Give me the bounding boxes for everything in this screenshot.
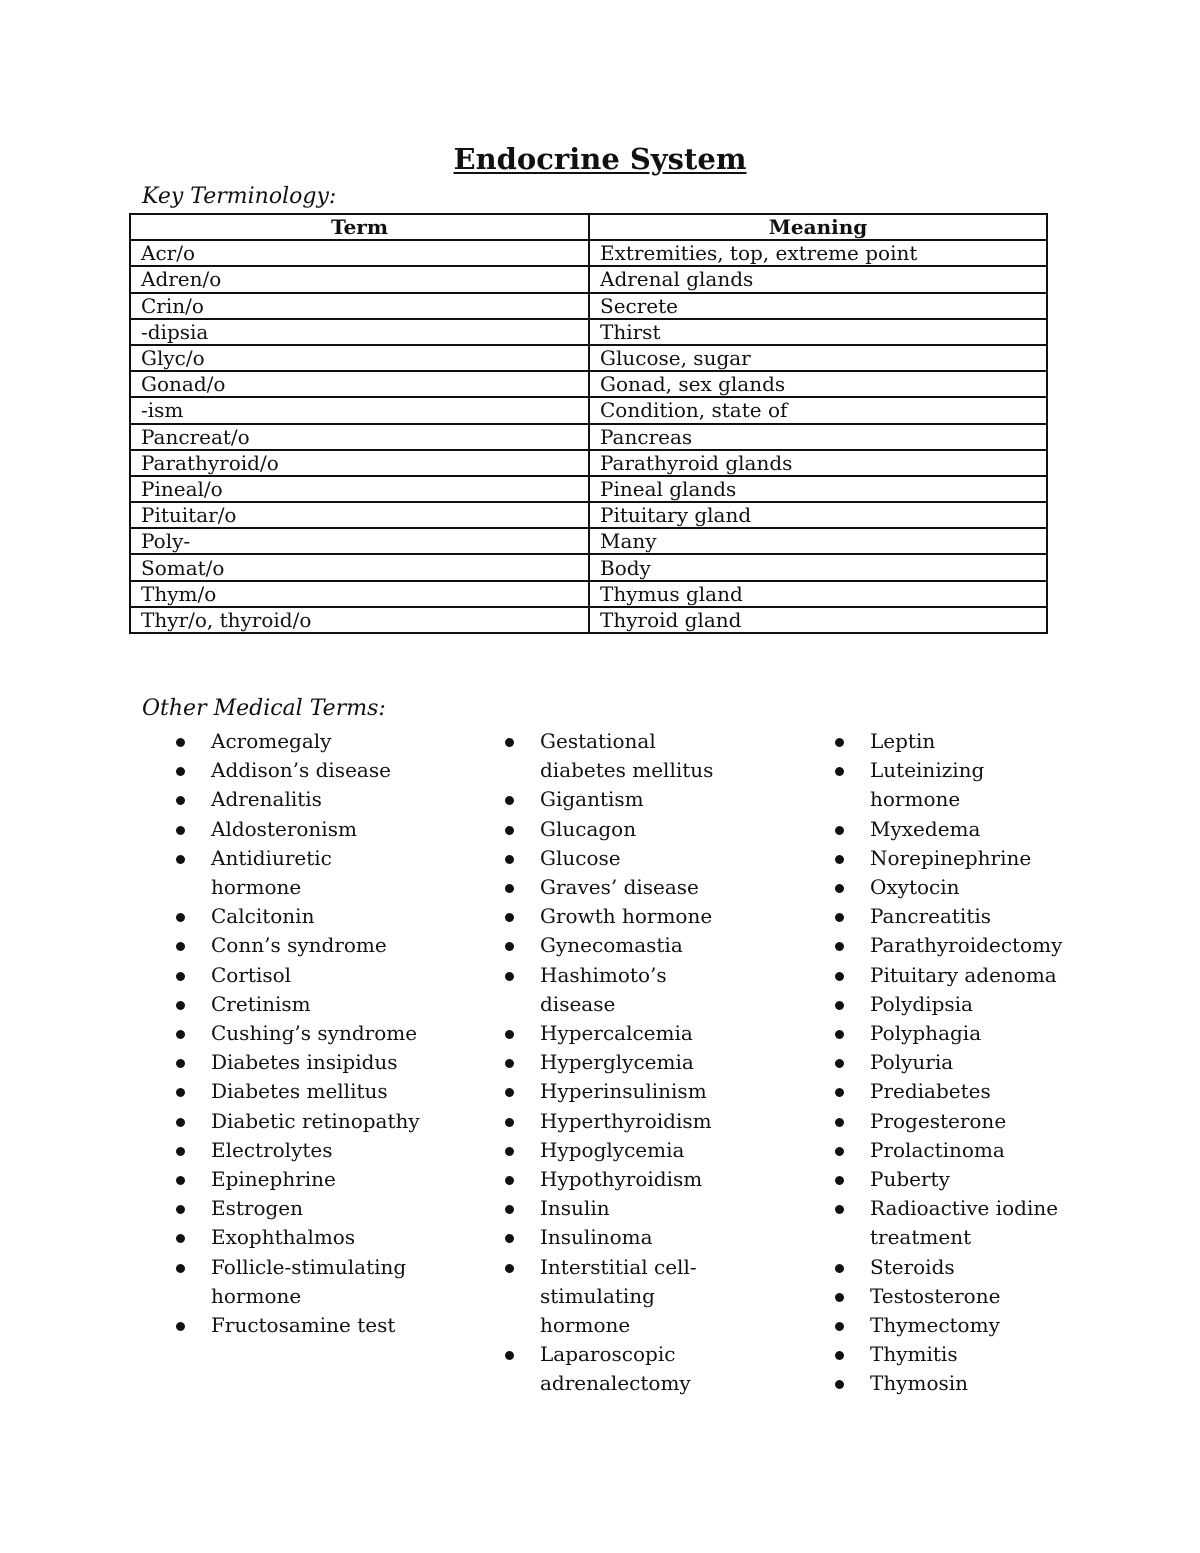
term-text: Hypoglycemia bbox=[540, 1137, 685, 1162]
table-row bbox=[130, 581, 1047, 607]
term-cell: Acr/o bbox=[130, 240, 589, 266]
bullet-icon bbox=[176, 1059, 185, 1068]
bullet-icon bbox=[505, 796, 514, 805]
bullet-icon bbox=[835, 972, 844, 981]
list-item bbox=[176, 815, 426, 844]
term-text: Testosterone bbox=[870, 1283, 1001, 1308]
bullet-icon bbox=[835, 1176, 844, 1185]
term-text: Gestational diabetes mellitus bbox=[540, 729, 714, 783]
bullet-icon bbox=[835, 1147, 844, 1156]
term-cell: Parathyroid/o bbox=[130, 450, 589, 476]
term-text: Diabetic retinopathy bbox=[211, 1108, 420, 1133]
term-text: Luteinizing hormone bbox=[870, 758, 985, 812]
meaning-cell: Many bbox=[589, 528, 1047, 554]
list-item bbox=[176, 1223, 426, 1252]
terminology-table bbox=[129, 213, 1048, 634]
other-medical-terms-heading: Other Medical Terms: bbox=[142, 696, 386, 721]
term-text: Acromegaly bbox=[211, 729, 332, 753]
bullet-icon bbox=[835, 1293, 844, 1302]
bullet-icon bbox=[505, 1030, 514, 1039]
bullet-icon bbox=[835, 1059, 844, 1068]
term-cell: Pineal/o bbox=[130, 476, 589, 502]
term-text: Cortisol bbox=[211, 962, 292, 987]
bullet-icon bbox=[176, 855, 185, 864]
term-text: Pituitary adenoma bbox=[870, 962, 1057, 987]
term-text: Pancreatitis bbox=[870, 904, 992, 929]
bullet-icon bbox=[505, 1059, 514, 1068]
term-text: Puberty bbox=[870, 1167, 950, 1192]
list-item bbox=[176, 990, 426, 1019]
list-item bbox=[176, 1194, 426, 1223]
list-item bbox=[176, 1136, 426, 1165]
term-text: Prolactinoma bbox=[870, 1137, 1005, 1162]
term-text: Progesterone bbox=[870, 1108, 1007, 1133]
list-item bbox=[505, 1136, 735, 1165]
term-cell: Adren/o bbox=[130, 266, 589, 292]
meaning-cell: Parathyroid glands bbox=[589, 450, 1047, 476]
bullet-icon bbox=[505, 1205, 514, 1214]
list-item bbox=[505, 1194, 735, 1223]
meaning-cell: Condition, state of bbox=[589, 397, 1047, 423]
bullet-icon bbox=[505, 1264, 514, 1273]
list-item bbox=[505, 1340, 735, 1398]
meaning-cell: Thirst bbox=[589, 319, 1047, 345]
list-item bbox=[176, 1253, 426, 1311]
bullet-icon bbox=[176, 1118, 185, 1127]
bullet-icon bbox=[176, 1322, 185, 1331]
bullet-icon bbox=[505, 1234, 514, 1243]
list-item bbox=[835, 1165, 1065, 1194]
list-item bbox=[505, 873, 735, 902]
term-cell: Somat/o bbox=[130, 554, 589, 580]
bullet-icon bbox=[505, 1088, 514, 1097]
table-row bbox=[130, 450, 1047, 476]
table-row bbox=[130, 528, 1047, 554]
table-row bbox=[130, 266, 1047, 292]
term-text: Polyphagia bbox=[870, 1021, 982, 1046]
term-text: Gynecomastia bbox=[540, 933, 683, 958]
term-text: Cretinism bbox=[211, 991, 311, 1016]
term-text: Insulin bbox=[540, 1196, 610, 1221]
list-item bbox=[505, 1107, 735, 1136]
list-item bbox=[835, 1019, 1065, 1048]
key-terminology-heading: Key Terminology: bbox=[142, 184, 337, 209]
term-cell: Thym/o bbox=[130, 581, 589, 607]
table-row bbox=[130, 554, 1047, 580]
bullet-icon bbox=[835, 826, 844, 835]
bullet-icon bbox=[835, 1264, 844, 1273]
list-item bbox=[835, 1340, 1065, 1369]
term-text: Electrolytes bbox=[211, 1137, 333, 1162]
terms-list-column-2 bbox=[505, 727, 735, 1399]
bullet-icon bbox=[835, 1380, 844, 1389]
bullet-icon bbox=[835, 1118, 844, 1127]
term-text: Calcitonin bbox=[211, 904, 315, 929]
list-item bbox=[176, 1311, 426, 1340]
list-item bbox=[835, 1253, 1065, 1282]
list-item bbox=[176, 931, 426, 960]
meaning-cell: Extremities, top, extreme point bbox=[589, 240, 1047, 266]
meaning-cell: Secrete bbox=[589, 293, 1047, 319]
bullet-icon bbox=[176, 1205, 185, 1214]
term-text: Exophthalmos bbox=[211, 1225, 356, 1250]
term-text: Norepinephrine bbox=[870, 845, 1032, 870]
bullet-icon bbox=[176, 1264, 185, 1273]
list-item bbox=[835, 1136, 1065, 1165]
term-text: Epinephrine bbox=[211, 1167, 336, 1192]
bullet-icon bbox=[505, 942, 514, 951]
table-row bbox=[130, 607, 1047, 633]
bullet-icon bbox=[835, 767, 844, 776]
bullet-icon bbox=[505, 913, 514, 922]
bullet-icon bbox=[176, 1234, 185, 1243]
bullet-icon bbox=[505, 738, 514, 747]
bullet-icon bbox=[176, 972, 185, 981]
bullet-icon bbox=[505, 1147, 514, 1156]
term-text: Polydipsia bbox=[870, 991, 973, 1016]
term-text: Gigantism bbox=[540, 787, 644, 812]
list-item bbox=[835, 1369, 1065, 1398]
term-text: Thymitis bbox=[870, 1342, 958, 1367]
list-item bbox=[505, 727, 735, 785]
list-item bbox=[835, 815, 1065, 844]
meaning-cell: Body bbox=[589, 554, 1047, 580]
bullet-icon bbox=[835, 913, 844, 922]
term-text: Leptin bbox=[870, 729, 936, 753]
term-cell: Pancreat/o bbox=[130, 424, 589, 450]
term-text: Fructosamine test bbox=[211, 1313, 396, 1338]
term-cell: Gonad/o bbox=[130, 371, 589, 397]
list-item bbox=[176, 1107, 426, 1136]
list-item bbox=[835, 873, 1065, 902]
term-text: Growth hormone bbox=[540, 904, 713, 929]
table-row bbox=[130, 319, 1047, 345]
term-text: Adrenalitis bbox=[211, 787, 322, 812]
list-item bbox=[505, 1223, 735, 1252]
list-item bbox=[835, 1311, 1065, 1340]
bullet-icon bbox=[176, 738, 185, 747]
table-row bbox=[130, 397, 1047, 423]
term-text: Glucose bbox=[540, 845, 621, 870]
bullet-icon bbox=[505, 1118, 514, 1127]
bullet-icon bbox=[176, 942, 185, 951]
list-item bbox=[176, 785, 426, 814]
list-item bbox=[835, 844, 1065, 873]
bullet-icon bbox=[835, 1001, 844, 1010]
term-cell: Pituitar/o bbox=[130, 502, 589, 528]
list-item bbox=[835, 1077, 1065, 1106]
term-text: Insulinoma bbox=[540, 1225, 653, 1250]
list-item bbox=[835, 1048, 1065, 1077]
list-item bbox=[505, 1077, 735, 1106]
table-row bbox=[130, 293, 1047, 319]
list-item bbox=[176, 727, 426, 756]
meaning-cell: Pituitary gland bbox=[589, 502, 1047, 528]
term-text: Cushing’s syndrome bbox=[211, 1021, 418, 1046]
term-text: Steroids bbox=[870, 1254, 955, 1279]
bullet-icon bbox=[505, 1176, 514, 1185]
list-item bbox=[835, 931, 1065, 960]
bullet-icon bbox=[176, 1176, 185, 1185]
list-item bbox=[505, 1165, 735, 1194]
column-header-term: Term bbox=[130, 214, 589, 240]
bullet-icon bbox=[835, 942, 844, 951]
meaning-cell: Thyroid gland bbox=[589, 607, 1047, 633]
list-item bbox=[176, 1077, 426, 1106]
table-row bbox=[130, 476, 1047, 502]
table-row bbox=[130, 424, 1047, 450]
bullet-icon bbox=[505, 1351, 514, 1360]
term-text: Hypothyroidism bbox=[540, 1167, 703, 1192]
term-text: Thymosin bbox=[870, 1371, 969, 1396]
table-row bbox=[130, 345, 1047, 371]
term-text: Hyperglycemia bbox=[540, 1050, 694, 1075]
term-text: Follicle-stimulating hormone bbox=[211, 1254, 407, 1308]
column-header-meaning: Meaning bbox=[589, 214, 1047, 240]
term-text: Hashimoto’s disease bbox=[540, 962, 667, 1016]
bullet-icon bbox=[176, 1001, 185, 1010]
bullet-icon bbox=[176, 1030, 185, 1039]
bullet-icon bbox=[176, 767, 185, 776]
list-item bbox=[176, 756, 426, 785]
meaning-cell: Pancreas bbox=[589, 424, 1047, 450]
list-item bbox=[505, 1048, 735, 1077]
list-item bbox=[505, 1253, 735, 1341]
term-text: Myxedema bbox=[870, 816, 981, 841]
term-cell: Crin/o bbox=[130, 293, 589, 319]
bullet-icon bbox=[176, 1147, 185, 1156]
term-text: Prediabetes bbox=[870, 1079, 991, 1104]
term-text: Interstitial cell-stimulating hormone bbox=[540, 1254, 697, 1338]
list-item bbox=[505, 844, 735, 873]
table-row bbox=[130, 240, 1047, 266]
table-header-row bbox=[130, 214, 1047, 240]
meaning-cell: Thymus gland bbox=[589, 581, 1047, 607]
list-item bbox=[505, 815, 735, 844]
term-text: Polyuria bbox=[870, 1050, 954, 1075]
term-cell: Poly- bbox=[130, 528, 589, 554]
term-text: Diabetes mellitus bbox=[211, 1079, 388, 1104]
list-item bbox=[176, 961, 426, 990]
bullet-icon bbox=[835, 884, 844, 893]
bullet-icon bbox=[505, 855, 514, 864]
list-item bbox=[835, 902, 1065, 931]
meaning-cell: Pineal glands bbox=[589, 476, 1047, 502]
bullet-icon bbox=[835, 1351, 844, 1360]
meaning-cell: Gonad, sex glands bbox=[589, 371, 1047, 397]
term-text: Graves’ disease bbox=[540, 875, 699, 900]
list-item bbox=[176, 1019, 426, 1048]
list-item bbox=[835, 961, 1065, 990]
list-item bbox=[835, 1107, 1065, 1136]
bullet-icon bbox=[835, 855, 844, 864]
term-text: Parathyroidectomy bbox=[870, 933, 1063, 958]
bullet-icon bbox=[835, 1088, 844, 1097]
term-text: Oxytocin bbox=[870, 875, 960, 900]
bullet-icon bbox=[835, 1205, 844, 1214]
term-text: Estrogen bbox=[211, 1196, 304, 1221]
term-cell: -dipsia bbox=[130, 319, 589, 345]
list-item bbox=[505, 902, 735, 931]
term-text: Thymectomy bbox=[870, 1313, 1000, 1338]
bullet-icon bbox=[835, 1030, 844, 1039]
bullet-icon bbox=[505, 972, 514, 981]
term-text: Diabetes insipidus bbox=[211, 1050, 398, 1075]
list-item bbox=[176, 1048, 426, 1077]
term-cell: Thyr/o, thyroid/o bbox=[130, 607, 589, 633]
list-item bbox=[176, 844, 426, 902]
list-item bbox=[835, 1282, 1065, 1311]
bullet-icon bbox=[176, 826, 185, 835]
bullet-icon bbox=[176, 913, 185, 922]
term-text: Hyperinsulinism bbox=[540, 1079, 707, 1104]
list-item bbox=[505, 961, 735, 1019]
term-cell: Glyc/o bbox=[130, 345, 589, 371]
list-item bbox=[835, 727, 1065, 756]
list-item bbox=[176, 902, 426, 931]
terms-list-column-1 bbox=[176, 727, 426, 1340]
list-item bbox=[176, 1165, 426, 1194]
bullet-icon bbox=[176, 1088, 185, 1097]
list-item bbox=[835, 756, 1065, 814]
bullet-icon bbox=[835, 1322, 844, 1331]
term-text: Hyperthyroidism bbox=[540, 1108, 712, 1133]
list-item bbox=[505, 785, 735, 814]
term-text: Aldosteronism bbox=[211, 816, 357, 841]
bullet-icon bbox=[835, 738, 844, 747]
bullet-icon bbox=[505, 826, 514, 835]
meaning-cell: Adrenal glands bbox=[589, 266, 1047, 292]
term-text: Addison’s disease bbox=[211, 758, 391, 783]
term-text: Radioactive iodine treatment bbox=[870, 1196, 1059, 1250]
bullet-icon bbox=[176, 796, 185, 805]
bullet-icon bbox=[505, 884, 514, 893]
terms-list-column-3 bbox=[835, 727, 1065, 1399]
meaning-cell: Glucose, sugar bbox=[589, 345, 1047, 371]
list-item bbox=[835, 1194, 1065, 1252]
term-text: Laparoscopic adrenalectomy bbox=[540, 1342, 691, 1396]
term-cell: -ism bbox=[130, 397, 589, 423]
list-item bbox=[505, 1019, 735, 1048]
term-text: Glucagon bbox=[540, 816, 637, 841]
list-item bbox=[835, 990, 1065, 1019]
table-row bbox=[130, 371, 1047, 397]
table-row bbox=[130, 502, 1047, 528]
term-text: Conn’s syndrome bbox=[211, 933, 387, 958]
term-text: Antidiuretic hormone bbox=[211, 845, 332, 900]
list-item bbox=[505, 931, 735, 960]
page-title: Endocrine System bbox=[453, 142, 747, 176]
term-text: Hypercalcemia bbox=[540, 1021, 693, 1046]
